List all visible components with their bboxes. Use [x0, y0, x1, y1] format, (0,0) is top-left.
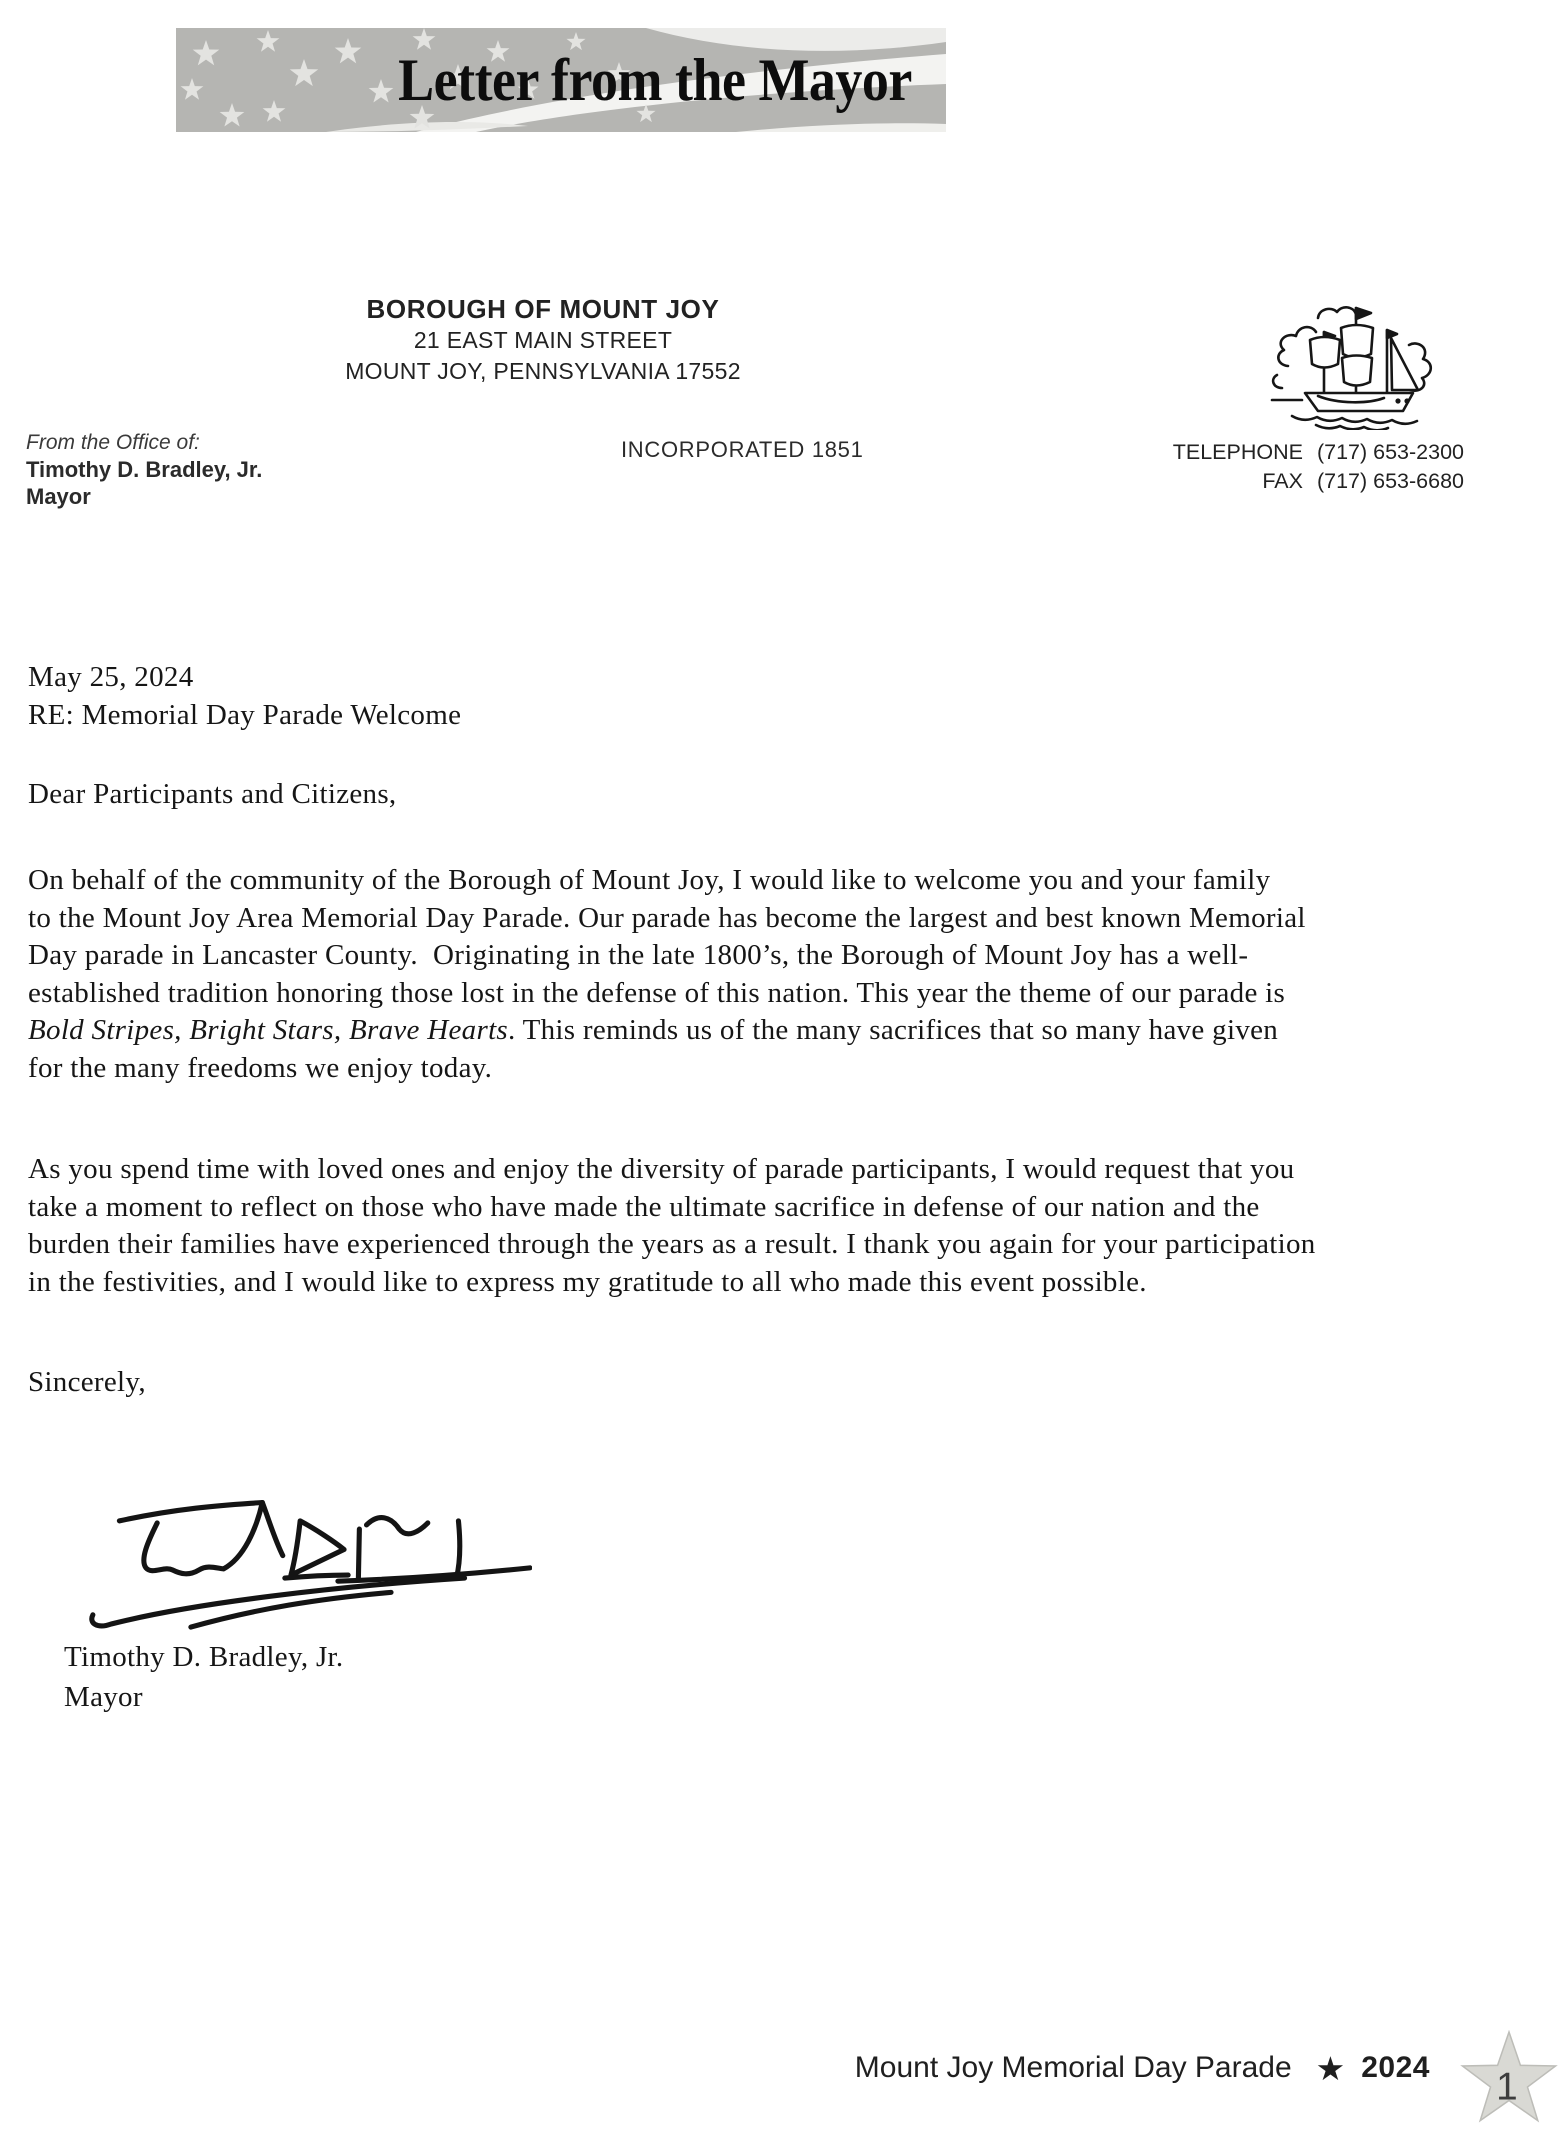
signer-title: Mayor: [64, 1681, 143, 1713]
closing-line: Sincerely,: [28, 1366, 146, 1398]
salutation-line: Dear Participants and Citizens,: [28, 778, 397, 810]
fax-number: (717) 653-6680: [1316, 469, 1464, 493]
org-address-line2: MOUNT JOY, PENNSYLVANIA 17552: [345, 358, 741, 384]
letter-date: May 25, 2024: [28, 661, 194, 693]
contact-block: [1173, 438, 1464, 496]
body-line: Day parade in Lancaster County. Originating in the late 1800’s, the Borough of Mount Joy has a well-: [28, 939, 1249, 971]
letterhead-org-block: [297, 294, 789, 387]
fax-label: FAX: [1262, 469, 1303, 493]
page-number: 1: [1496, 2065, 1518, 2109]
office-name: Timothy D. Bradley, Jr.: [26, 457, 263, 482]
org-address-line1: 21 EAST MAIN STREET: [413, 327, 673, 353]
body-line: established tradition honoring those lost in the defense of this nation. This year the theme of our parade is: [28, 976, 1286, 1009]
telephone-label: TELEPHONE: [1172, 440, 1303, 464]
signer-block: [64, 1637, 343, 1717]
handwritten-signature-icon: [52, 1478, 532, 1650]
office-of-block: [26, 429, 262, 510]
body-line: in the festivities, and I would like to express my gratitude to all who made this event possible.: [28, 1265, 1147, 1298]
banner-title: Letter from the Mayor: [398, 46, 912, 114]
date-subject-block: [28, 658, 461, 734]
letter-subject: RE: Memorial Day Parade Welcome: [28, 699, 462, 731]
paragraph-1: [28, 862, 1306, 1087]
signer-name: Timothy D. Bradley, Jr.: [64, 1641, 344, 1673]
closing: [28, 1366, 146, 1399]
salutation: [28, 778, 396, 811]
telephone-row: [1173, 438, 1464, 467]
flag-banner: [176, 28, 946, 132]
body-line: As you spend time with loved ones and enjoy the diversity of parade participants, I would request that you: [28, 1153, 1295, 1185]
footer-label: Mount Joy Memorial Day Parade: [854, 2051, 1292, 2084]
black-star-icon: ★: [1315, 2049, 1346, 2087]
parade-theme-italic: Bold Stripes, Bright Stars, Brave Hearts: [28, 1014, 509, 1046]
office-title: Mayor: [26, 484, 91, 509]
body-line: burden their families have experienced through the years as a result. I thank you again for your participation: [28, 1228, 1316, 1260]
footer-year: 2024: [1361, 2051, 1430, 2084]
body-line-theme: [28, 1012, 1306, 1050]
page-number-star: [1460, 2030, 1558, 2124]
footer: [855, 2051, 1430, 2085]
ship-logo: [1258, 292, 1448, 430]
sailing-ship-icon: [1258, 292, 1448, 430]
body-line: for the many freedoms we enjoy today.: [28, 1051, 493, 1084]
incorporated-line: INCORPORATED 1851: [621, 437, 864, 462]
body-line: to the Mount Joy Area Memorial Day Parade. Our parade has become the largest and best known Memorial: [28, 901, 1306, 934]
body-line-fragment: . This reminds us of the many sacrifices that so many have given: [508, 1014, 1279, 1046]
org-name: BOROUGH OF MOUNT JOY: [366, 294, 720, 324]
office-label: From the Office of:: [26, 431, 200, 454]
telephone-number: (717) 653-2300: [1316, 440, 1464, 464]
fax-row: [1173, 467, 1464, 496]
paragraph-2: [28, 1151, 1316, 1301]
gray-star-icon: [1460, 2030, 1558, 2128]
body-line: take a moment to reflect on those who have made the ultimate sacrifice in defense of our nation and the: [28, 1190, 1260, 1223]
body-line: On behalf of the community of the Borough of Mount Joy, I would like to welcome you and your family: [28, 864, 1271, 896]
